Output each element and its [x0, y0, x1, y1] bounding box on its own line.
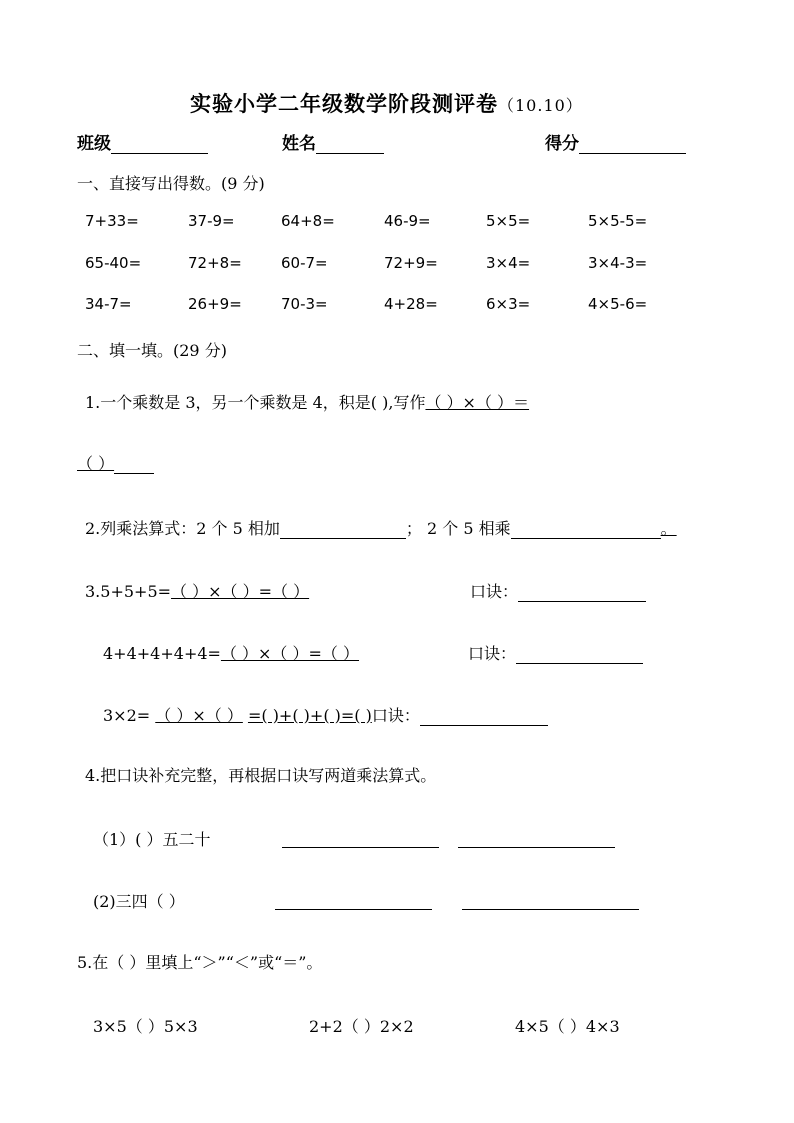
q2-blank-2[interactable]: [511, 520, 661, 539]
q3a-koujue-blank[interactable]: [518, 583, 646, 602]
question-3c: [103, 703, 548, 726]
question-1: [85, 390, 529, 413]
q1-fill[interactable]: （ ）×（ ）＝: [425, 393, 530, 412]
calc-cell: 6×3=: [486, 295, 531, 313]
score-field: [545, 129, 686, 154]
calc-cell: 72+9=: [384, 254, 438, 272]
q5-item-3: 4×5（ ）4×3: [515, 1017, 620, 1036]
q2-end: 。: [660, 519, 677, 538]
q2-sep: ； 2 个 5 相乘: [405, 519, 511, 538]
q1-text: 1.一个乘数是 3，另一个乘数是 4，积是( ),写作: [85, 393, 426, 412]
class-blank[interactable]: [111, 135, 208, 154]
title-text: 实验小学二年级数学阶段测评卷: [190, 91, 498, 116]
q3c-fill[interactable]: （ ）×（ ）: [155, 706, 243, 725]
calc-cell: 46-9=: [384, 212, 431, 230]
question-5: 5.在（ ）里填上“＞”“＜”或“＝”。: [77, 953, 323, 972]
name-field: [282, 129, 384, 154]
q3c-text: 3×2=: [103, 706, 151, 725]
calc-cell: 60-7=: [281, 254, 328, 272]
class-label: 班级: [77, 134, 111, 154]
calc-cell: 65-40=: [85, 254, 142, 272]
q3c-mid[interactable]: =( )+( )+( )=( ): [247, 706, 372, 725]
q1-fill2[interactable]: （ ）: [77, 454, 115, 473]
name-blank[interactable]: [316, 135, 384, 154]
q4-item-2: [93, 889, 185, 912]
q3b-koujue-blank[interactable]: [516, 645, 643, 664]
question-1-cont: [77, 451, 154, 474]
section1-heading: 一、直接写出得数。(9 分): [77, 174, 265, 193]
calc-cell: 5×5-5=: [588, 212, 648, 230]
q3a-koujue-label: 口诀：: [470, 582, 519, 601]
calc-cell: 34-7=: [85, 295, 132, 313]
q5-item-1: 3×5（ ）5×3: [93, 1017, 198, 1036]
score-label: 得分: [545, 134, 579, 154]
calc-cell: 64+8=: [281, 212, 335, 230]
page-title: [190, 88, 583, 118]
q4-1-text: （1）( ）五二十: [93, 830, 211, 849]
q3b-fill[interactable]: （ ）×（ ）=（ ）: [220, 644, 360, 663]
calc-cell: 3×4=: [486, 254, 531, 272]
q3a-koujue: [470, 579, 646, 602]
q3a-text: 3.5+5+5=: [85, 582, 172, 601]
class-field: [77, 129, 208, 154]
calc-cell: 3×4-3=: [588, 254, 648, 272]
question-3a: [85, 579, 309, 602]
calc-cell: 4×5-6=: [588, 295, 648, 313]
calc-cell: 70-3=: [281, 295, 328, 313]
calc-cell: 26+9=: [188, 295, 242, 313]
q3a-fill[interactable]: （ ）×（ ）=（ ）: [171, 582, 310, 601]
q4-2-text: (2)三四（ ）: [93, 892, 185, 911]
q2-blank-1[interactable]: [280, 520, 406, 539]
calc-cell: 5×5=: [486, 212, 531, 230]
q5-item-2: 2+2（ ）2×2: [309, 1017, 414, 1036]
q3c-koujue-label: 口诀：: [371, 706, 420, 725]
name-label: 姓名: [282, 134, 316, 154]
calc-cell: 37-9=: [188, 212, 235, 230]
score-blank[interactable]: [579, 135, 686, 154]
q1-blank-tail[interactable]: [114, 455, 154, 474]
question-3b: [103, 641, 359, 664]
q4-1-blank-b[interactable]: [458, 829, 615, 848]
q4-item-1: [93, 827, 211, 850]
q4-1-blank-a[interactable]: [282, 829, 439, 848]
section2-heading: 二、填一填。(29 分): [77, 341, 227, 360]
q3c-koujue-blank[interactable]: [420, 707, 548, 726]
q3b-text: 4+4+4+4+4=: [103, 644, 221, 663]
calc-cell: 7+33=: [85, 212, 139, 230]
q2-text: 2.列乘法算式：2 个 5 相加: [85, 519, 280, 538]
q4-2-blank-b[interactable]: [462, 891, 639, 910]
title-date: （10.10）: [498, 96, 583, 115]
q3b-koujue: [468, 641, 643, 664]
question-2: [85, 516, 677, 539]
question-4: 4.把口诀补充完整，再根据口诀写两道乘法算式。: [85, 766, 437, 785]
calc-cell: 72+8=: [188, 254, 242, 272]
q4-2-blank-a[interactable]: [275, 891, 432, 910]
calc-cell: 4+28=: [384, 295, 438, 313]
q3b-koujue-label: 口诀：: [468, 644, 517, 663]
